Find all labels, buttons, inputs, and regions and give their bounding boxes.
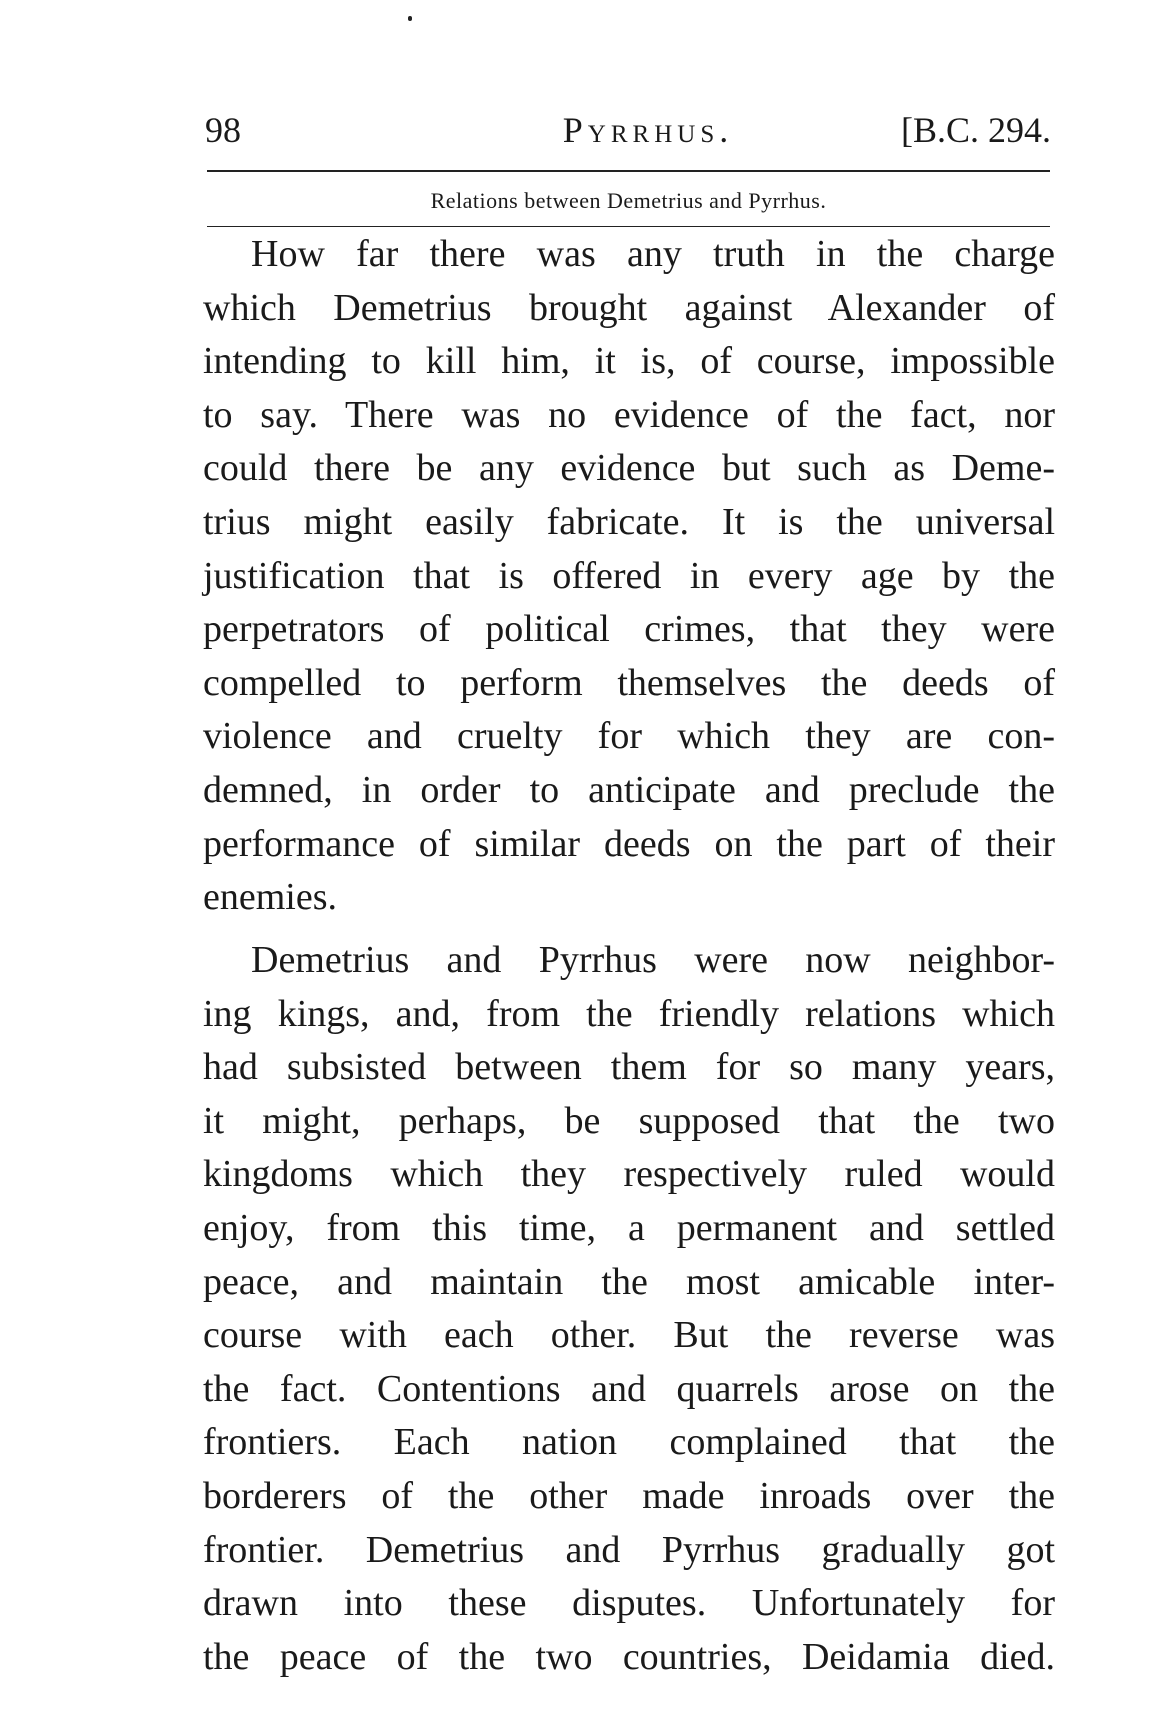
text-line: compelled to perform themselves the deeds of: [203, 661, 1055, 704]
paragraph-2: [203, 934, 1055, 1684]
text-line: peace, and maintain the most amicable inter-: [203, 1260, 1055, 1303]
text-line: had subsisted between them for so many years,: [203, 1046, 1055, 1089]
running-title: Pyrrhus.: [562, 110, 734, 150]
text-line: course with each other. But the reverse was: [203, 1314, 1055, 1357]
print-speck: [408, 16, 412, 21]
page-number: 98: [205, 110, 241, 150]
running-header: [205, 100, 1051, 160]
text-line: Demetrius and Pyrrhus were now neighbor-: [251, 939, 1055, 981]
header-rule-bottom: [207, 226, 1050, 227]
text-line: enemies.: [203, 876, 338, 919]
text-line: to say. There was no evidence of the fact, nor: [203, 393, 1055, 436]
text-line: enjoy, from this time, a permanent and settled: [203, 1206, 1055, 1249]
text-line: How far there was any truth in the charge: [251, 233, 1055, 275]
text-line: frontiers. Each nation complained that the: [203, 1421, 1055, 1464]
text-line: could there be any evidence but such as Deme-: [203, 447, 1055, 490]
text-line: justification that is offered in every age by the: [203, 554, 1055, 597]
text-line: demned, in order to anticipate and preclude the: [203, 768, 1055, 811]
paragraph-1: [203, 228, 1055, 925]
text-line: it might, perhaps, be supposed that the two: [203, 1099, 1055, 1142]
header-rule-top: [207, 170, 1050, 172]
text-line: frontier. Demetrius and Pyrrhus gradually got: [203, 1528, 1055, 1571]
text-line: violence and cruelty for which they are con-: [203, 715, 1055, 758]
text-line: the fact. Contentions and quarrels arose on the: [203, 1367, 1055, 1410]
text-line: kingdoms which they respectively ruled would: [203, 1153, 1055, 1196]
text-line: performance of similar deeds on the part of their: [203, 822, 1055, 865]
text-line: ing kings, and, from the friendly relations which: [203, 992, 1055, 1035]
section-subheading: Relations between Demetrius and Pyrrhus.: [430, 188, 827, 213]
text-line: which Demetrius brought against Alexander of: [203, 286, 1055, 329]
text-line: the peace of the two countries, Deidamia died.: [203, 1635, 1055, 1678]
text-line: trius might easily fabricate. It is the universal: [203, 500, 1055, 543]
text-line: drawn into these disputes. Unfortunately for: [203, 1582, 1055, 1625]
text-line: intending to kill him, it is, of course, impossible: [203, 340, 1055, 383]
text-line: perpetrators of political crimes, that they were: [203, 608, 1055, 651]
date-reference: [B.C. 294.: [900, 110, 1051, 150]
text-line: borderers of the other made inroads over the: [203, 1474, 1055, 1517]
